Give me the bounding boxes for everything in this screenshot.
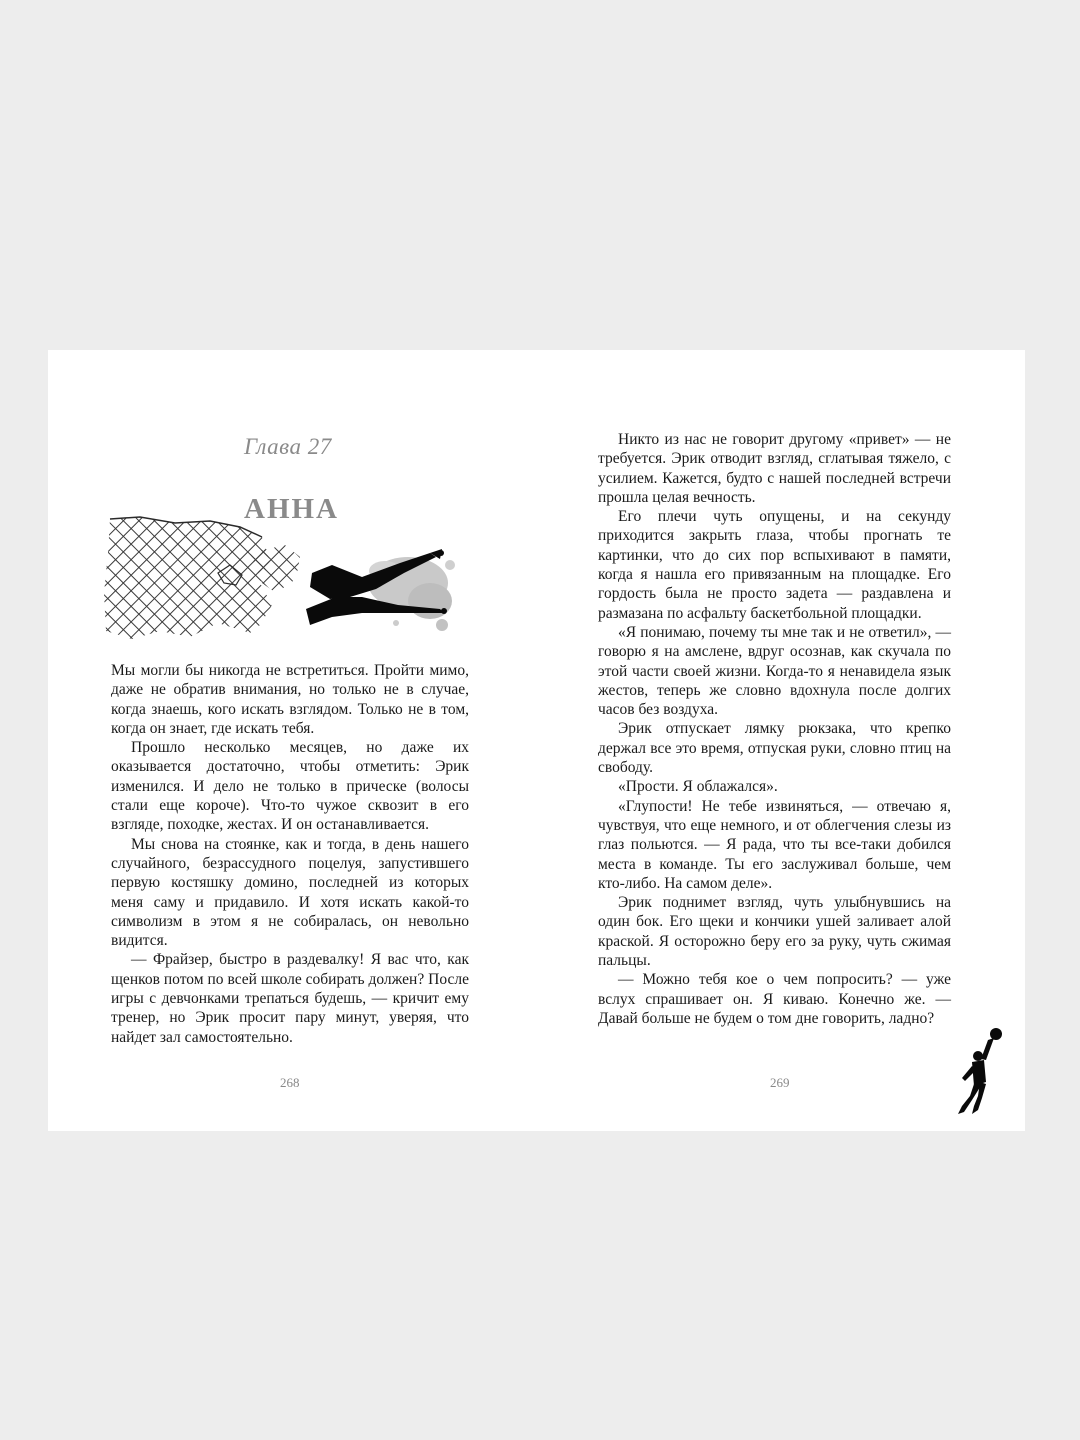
fence-x-illustration [100, 513, 465, 643]
paragraph: «Глупости! Не тебе извиняться, — отвечаю я, чувствуя, что еще немного, и от облегчения слезы из глаз польются. — Я рада, что ты все-таки добился места в команде. Ты его заслуживал больше, чем кто-либо. На самом деле». [598, 797, 951, 892]
page-number: 268 [280, 1075, 300, 1090]
paragraph: «Прости. Я облажался». [618, 778, 778, 796]
paragraph: Эрик отпускает лямку рюкзака, что крепко держал все это время, отпуская руки, словно птиц на свободу. [598, 720, 951, 777]
basketball-player-icon [948, 1026, 1018, 1120]
page-number: 269 [770, 1075, 790, 1090]
right-page-text [598, 430, 951, 1028]
right-page [536, 350, 1025, 1131]
paragraph: Мы могли бы никогда не встретиться. Пройти мимо, даже не обратив внимания, но только не в случае, когда знаешь, кого искать взглядом. Только не в том, когда он знает, где искать тебя. [111, 662, 469, 737]
paragraph: Прошло несколько месяцев, но даже их оказывается достаточно, чтобы отметить: Эрик изменился. И дело не только в прическе (волосы стали еще короче). Что-то чужое сквозит в его взгляде, походке, жестах. И он останавливается. [111, 739, 469, 834]
paragraph: — Фрайзер, быстро в раздевалку! Я вас что, как щенков потом по всей школе собирать должен? После игры с девчонками трепаться будешь, — кричит ему тренер, но Эрик просит пару минут, уверяя, что найдет зал самостоятельно. [111, 951, 469, 1046]
paragraph: Никто из нас не говорит другому «привет» — не требуется. Эрик отводит взгляд, сглатывая тяжело, с усилием. Кажется, будто с нашей последней встречи прошла целая вечность. [598, 431, 951, 506]
paragraph: Его плечи чуть опущены, и на секунду приходится закрыть глаза, чтобы прогнать те картинки, что до сих пор вспыхивают в памяти, когда я нашла его привязанным на площадке. Его гордость была не просто задета — раздавлена и размазана по асфальту баскетбольной площадки. [598, 508, 951, 622]
chapter-title: АННА [244, 493, 339, 525]
paragraph: Мы снова на стоянке, как и тогда, в день нашего случайного, безрассудного поцелуя, запустившего первую костяшку домино, последней из которых меня саму и придавило. И хотя искать какой-то символизм в этом я не собиралась, он невольно видится. [111, 835, 469, 950]
paragraph: «Я понимаю, почему ты мне так и не ответил», — говорю я на амслене, вдруг осознав, как скучала по этой части своей жизни. Когда-то я ненавидела язык жестов, теперь же словно вдохнула после долгих часов без воздуха. [598, 623, 951, 719]
paragraph: — Можно тебя кое о чем попросить? — уже вслух спрашивает он. Я киваю. Конечно же. — Давай больше не будем о том дне говорить, ладно? [598, 971, 951, 1027]
paragraph: Эрик поднимет взгляд, чуть улыбнувшись на один бок. Его щеки и кончики ушей заливает алой краской. Я осторожно беру его за руку, чуть сжимая пальцы. [598, 894, 951, 970]
book-spread [48, 350, 1025, 1131]
left-page [48, 350, 536, 1131]
left-page-text [111, 661, 469, 1047]
chapter-label: Глава 27 [244, 434, 332, 459]
